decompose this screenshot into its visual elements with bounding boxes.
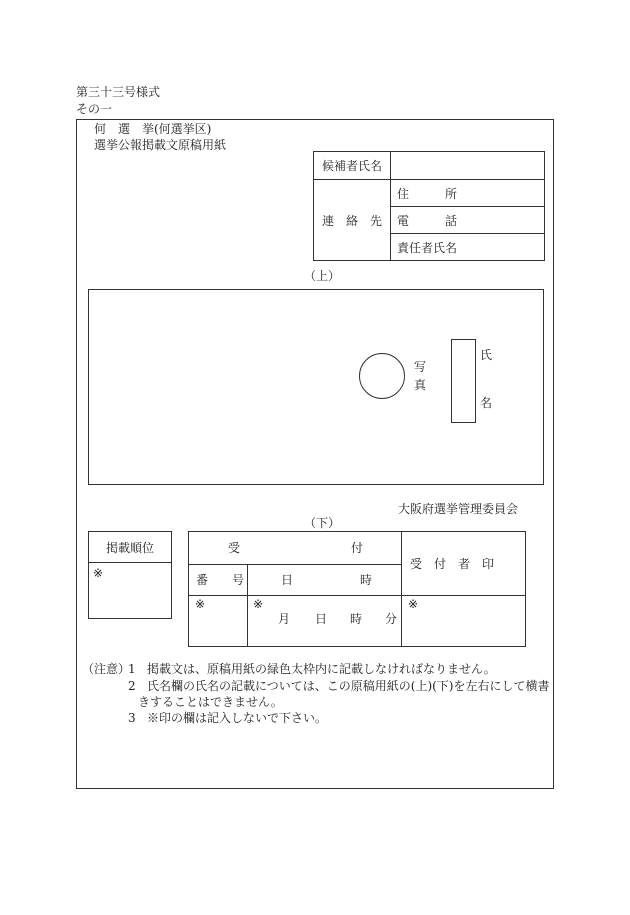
form-number: 第三十三号様式 — [76, 85, 161, 99]
number-label: 番 号 — [196, 573, 245, 587]
form-part: その一 — [76, 102, 113, 116]
photo-label-1: 写 — [414, 360, 427, 374]
name-box[interactable] — [451, 339, 476, 423]
order-divider — [88, 562, 172, 563]
unit-day: 日 — [315, 612, 328, 626]
datetime-label-2: 時 — [360, 573, 373, 587]
unit-minute: 分 — [385, 612, 398, 626]
order-mark: ※ — [93, 566, 104, 580]
receiver-seal-label: 受 付 者 印 — [410, 557, 495, 571]
note-1-num: 1 — [128, 662, 136, 676]
photo-circle — [359, 353, 405, 399]
candidate-name-label: 候補者氏名 — [314, 152, 391, 180]
address-label: 住 所 — [397, 186, 458, 201]
election-name: 何 選 挙(何選挙区) — [94, 122, 212, 136]
upper-label: （上） — [304, 269, 341, 283]
receipt-label-1: 受 — [228, 541, 241, 555]
address-field[interactable] — [391, 180, 545, 207]
responsible-field[interactable] — [391, 234, 545, 261]
unit-month: 月 — [278, 612, 291, 626]
photo-label-2: 真 — [414, 378, 427, 392]
candidate-name-field[interactable] — [391, 152, 545, 180]
name-label-2: 名 — [480, 396, 493, 410]
order-label: 掲載順位 — [106, 541, 155, 555]
committee-name: 大阪府選挙管理委員会 — [398, 502, 519, 516]
note-2-num: 2 — [128, 679, 136, 693]
unit-hour: 時 — [350, 612, 363, 626]
candidate-table — [313, 151, 545, 261]
note-2-continuation: きすることはできません。 — [138, 695, 283, 709]
note-2-text: 氏名欄の氏名の記載については、この原稿用紙の(上)(下)を左右にして横書 — [147, 679, 550, 693]
note-3-text: ※印の欄は記入しないで下さい。 — [147, 711, 328, 725]
receipt-divider-h1 — [188, 564, 401, 565]
receipt-divider-h2 — [188, 595, 526, 596]
paper-title: 選挙公報掲載文原稿用紙 — [94, 138, 227, 152]
receipt-label-2: 付 — [351, 541, 364, 555]
datetime-mark: ※ — [253, 597, 264, 611]
contact-label: 連 絡 先 — [314, 180, 391, 261]
note-1-text: 掲載文は、原稿用紙の緑色太枠内に記載しなければなりません。 — [147, 662, 496, 676]
datetime-label-1: 日 — [281, 573, 294, 587]
lower-label: （下） — [304, 516, 341, 530]
note-3-num: 3 — [128, 711, 136, 725]
seal-mark: ※ — [408, 597, 419, 611]
phone-label: 電 話 — [397, 213, 458, 228]
notes-heading: （注意） — [82, 662, 131, 676]
receipt-divider-v2 — [247, 564, 248, 647]
phone-field[interactable] — [391, 207, 545, 234]
name-label-1: 氏 — [480, 348, 493, 362]
responsible-label: 責任者氏名 — [397, 240, 458, 255]
number-mark: ※ — [195, 597, 206, 611]
receipt-divider-v1 — [401, 531, 402, 647]
